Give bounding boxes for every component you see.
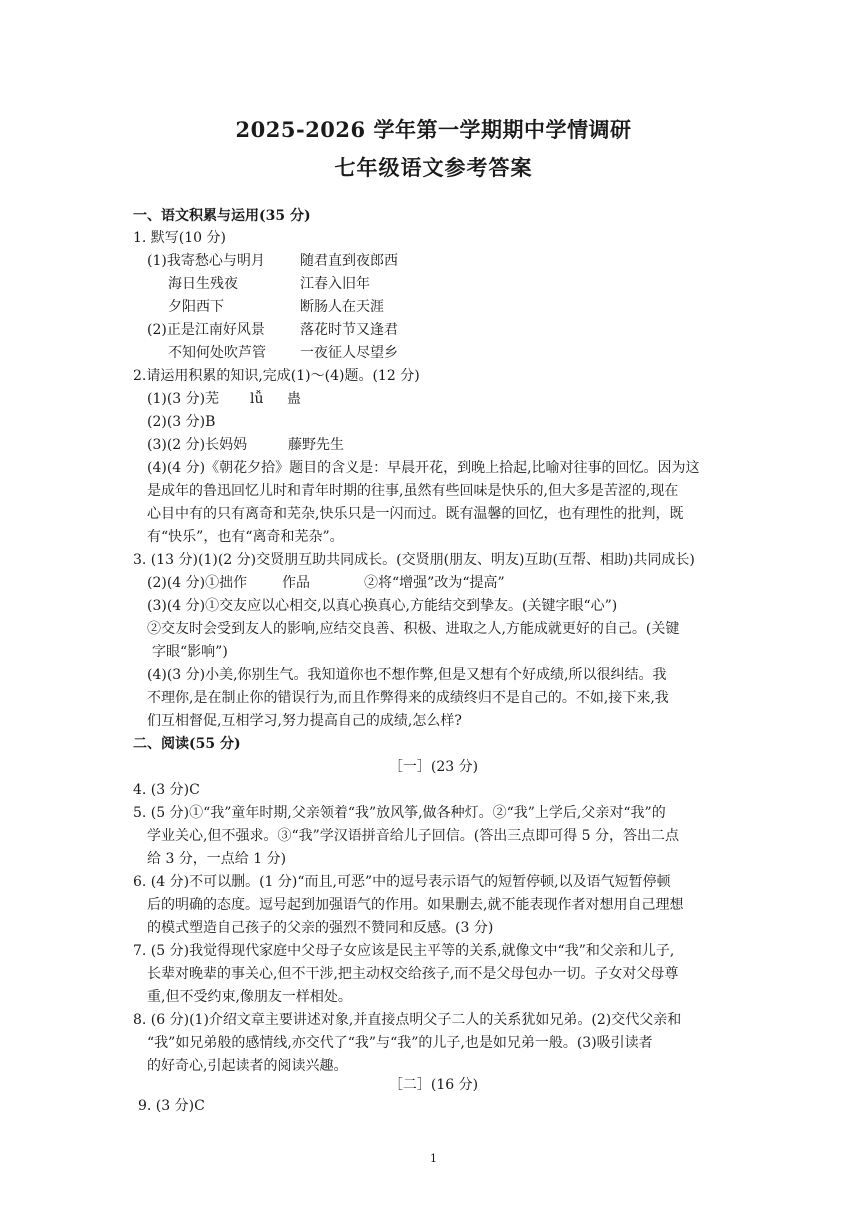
document-title: 2025-2026 学年第一学期期中学情调研 <box>235 117 632 142</box>
q3-part2-c: ②将“增强”改为“提高” <box>364 575 505 591</box>
q6-line1: 6. (4 分)不可以删。(1 分)“而且,可恶”中的逗号表示语气的短暂停顿,以及语气短暂停顿 <box>133 874 671 890</box>
q4-answer: 4. (3 分)C <box>133 782 200 798</box>
q1-row5-right: 一夜征人尽望乡 <box>300 345 398 361</box>
document-subtitle: 七年级语文参考答案 <box>334 155 533 180</box>
q1-row1-right: 随君直到夜郎西 <box>300 253 398 269</box>
q5-line2: 学业关心,但不强求。③“我”学汉语拼音给儿子回信。(答出三点即可得 5 分，答出二点 <box>147 828 680 844</box>
q2-part3-b: 藤野先生 <box>288 437 344 453</box>
q6-line2: 后的明确的态度。逗号起到加强语气的作用。如果删去,就不能表现作者对想用自己理想 <box>147 897 684 913</box>
q8-line2: “我”如兄弟般的感情线,亦交代了“我”与“我”的儿子,也是如兄弟一般。(3)吸引读者 <box>147 1035 653 1051</box>
q3-part4-line2: 不理你,是在制止你的错误行为,而且作弊得来的成绩终归不是自己的。不如,接下来,我 <box>147 690 669 706</box>
reading-part2-heading: ［二］(16 分) <box>388 1077 479 1093</box>
q1-row1-left: (1)我寄愁心与明月 <box>147 253 265 269</box>
q1-row2-left: 海日生残夜 <box>168 276 238 292</box>
q2-part1-c: 蛊 <box>287 391 301 407</box>
q3-part4-line1: (4)(3 分)小美,你别生气。我知道你也不想作弊,但是又想有个好成绩,所以很纠结。我 <box>147 667 667 683</box>
q3-part4-line3: 们互相督促,互相学习,努力提高自己的成绩,怎么样? <box>147 713 462 729</box>
q2-part4-line4: 有“快乐”，也有“离奇和芜杂”。 <box>147 529 344 545</box>
q1-row5-left: 不知何处吹芦管 <box>168 345 266 361</box>
q1-row3-left: 夕阳西下 <box>168 299 224 315</box>
q8-line1: 8. (6 分)(1)介绍文章主要讲述对象,并直接点明父子二人的关系犹如兄弟。(2)交代父亲和 <box>133 1012 682 1028</box>
section1-heading: 一、语文积累与运用(35 分) <box>133 208 311 224</box>
q3-part3-line3: 字眼“影响”) <box>152 644 228 660</box>
reading-part1-heading: ［一］(23 分) <box>388 759 479 775</box>
q2-part1-a: (1)(3 分)芜 <box>147 391 220 407</box>
q7-line1: 7. (5 分)我觉得现代家庭中父母子女应该是民主平等的关系,就像文中“我”和父亲和儿子, <box>133 943 675 959</box>
q5-line3: 给 3 分，一点给 1 分) <box>147 851 287 867</box>
q3-line1: 3. (13 分)(1)(2 分)交贤朋互助共同成长。(交贤朋(朋友、明友)互助(互帮、相助)共同成长) <box>133 552 695 568</box>
q3-part3-line2: ②交友时会受到友人的影响,应结交良善、积极、进取之人,方能成就更好的自己。(关键 <box>147 621 680 637</box>
q7-line2: 长辈对晚辈的事关心,但不干涉,把主动权交给孩子,而不是父母包办一切。子女对父母尊 <box>147 966 679 982</box>
q2-heading: 2.请运用积累的知识,完成(1)～(4)题。(12 分) <box>133 368 420 384</box>
q3-part2-a: (2)(4 分)①拙作 <box>147 575 248 591</box>
q1-row4-right: 落花时节又逢君 <box>300 322 398 338</box>
q3-part2-b: 作品 <box>282 575 310 591</box>
section2-heading: 二、阅读(55 分) <box>133 736 241 752</box>
q1-heading: 1. 默写(10 分) <box>133 230 226 246</box>
q2-part2: (2)(3 分)B <box>147 414 216 430</box>
q1-row3-right: 断肠人在天涯 <box>300 299 384 315</box>
q9-answer: 9. (3 分)C <box>138 1098 205 1114</box>
q7-line3: 重,但不受约束,像朋友一样相处。 <box>147 989 352 1005</box>
q2-part3-a: (3)(2 分)长妈妈 <box>147 437 248 453</box>
q6-line3: 的模式塑造自己孩子的父亲的强烈不赞同和反感。(3 分) <box>147 920 494 936</box>
q2-part4-line3: 心目中有的只有离奇和芜杂,快乐只是一闪而过。既有温馨的回忆，也有理性的批判，既 <box>147 506 684 522</box>
q2-part1-b: lǚ <box>250 391 264 407</box>
page-number: 1 <box>430 1152 437 1165</box>
q3-part3-line1: (3)(4 分)①交友应以心相交,以真心换真心,方能结交到挚友。(关键字眼“心”) <box>147 598 618 614</box>
q1-row2-right: 江春入旧年 <box>300 276 370 292</box>
q2-part4-line2: 是成年的鲁迅回忆儿时和青年时期的往事,虽然有些回味是快乐的,但大多是苦涩的,现在 <box>147 483 679 499</box>
q8-line3: 的好奇心,引起读者的阅读兴趣。 <box>147 1058 348 1074</box>
q5-line1: 5. (5 分)①“我”童年时期,父亲领着“我”放风筝,做各种灯。②“我”上学后,父亲对“我”的 <box>133 805 666 821</box>
q2-part4-line1: (4)(4 分)《朝花夕拾》题目的含义是：早晨开花，到晚上拾起,比喻对往事的回忆。因为这 <box>147 460 700 476</box>
q1-row4-left: (2)正是江南好风景 <box>147 322 265 338</box>
